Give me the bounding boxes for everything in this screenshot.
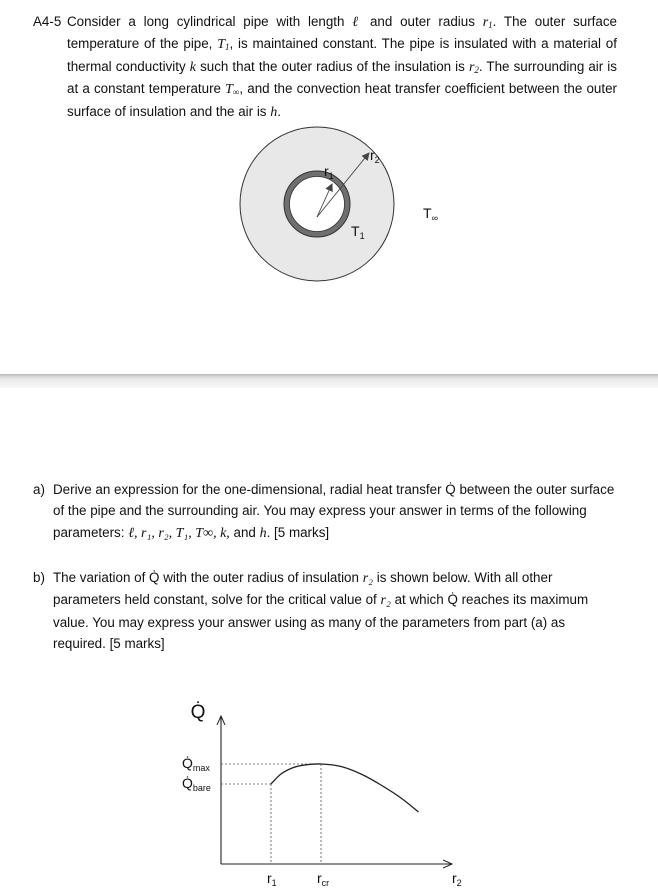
y-tick-label-bare: $Q̇_{bare}$ [182,775,211,793]
part-a-marks: . [5 marks] [266,524,330,540]
problem-text-5: such that the outer radius of the insulation is [200,58,465,74]
x-tick-label-1: $r_1$ [267,870,277,888]
y-axis-title: Q̇ [190,702,206,723]
problem-text-4: , is maintained constant. The pipe is insulated with a material of thermal conductivity [67,36,617,74]
series-line-0 [271,764,419,812]
symbol-Q-dot: Q̇ [447,592,458,608]
symbol-T1: $T_1$ [217,37,230,53]
part-a-text-2: between the outer surface of the pipe and the surrounding air. You may express your answer in terms of the following parameters: [53,482,615,540]
part-a-text-1: Derive an expression for the one-dimensional, radial heat transfer [53,482,442,497]
symbol-r1: $r_1$ [482,15,493,30]
x-tick-label-cr: $r_{cr}$ [317,870,330,888]
symbol-r2: r₂ [380,593,391,609]
problem-text-3: . The outer surface temperature of the pipe, [67,14,617,52]
symbol-r2: r₂ [362,571,374,586]
y-tick-label-max: $Q̇_{max}$ [182,755,210,773]
problem-number: A4-5 [33,14,62,29]
symbol-length: ℓ [352,15,363,30]
problem-text-2: and outer radius [369,14,475,29]
symbol-Q-dot: Q̇ [149,570,160,585]
problem-text-8: . [277,103,281,119]
label-r1: $r_1$ [324,163,334,181]
symbol-r2: $r_2$ [468,59,479,75]
part-b-text-2: with the outer radius of insulation [163,570,359,585]
part-b-text-4: at which [394,592,444,608]
part-a-label: a) [33,482,45,497]
symbol-h: h [270,104,278,120]
part-b-text-1: The variation of [53,570,146,585]
x-axis-end-label: $r_2$ [452,870,462,888]
problem-text-6: . The surrounding air is at a constant temperature [67,58,617,97]
symbol-h: h [259,525,267,541]
part-b-text-5: reaches its maximum value. You may express your answer using as many of the parameters from part (a) as required. [5 marks] [53,592,589,652]
label-T-infinity: $T_\infty$ [423,205,438,223]
symbol-k: k [189,59,196,75]
symbol-Q-dot: Q̇ [445,482,456,497]
part-b-text-3: is shown below. With all other parameters held constant, solve for the critical value of [53,570,553,608]
problem-text-1: Consider a long cylindrical pipe with length [67,14,345,29]
label-T1: $T_1$ [351,223,365,241]
part-b-label: b) [33,570,45,585]
part-a-and: and [233,524,256,540]
symbol-Tinf: $T_\infty$ [225,82,240,98]
problem-text-7: , and the convection heat transfer coefficient between the outer surface of insulation and the air is [67,81,617,119]
parameter-list: ℓ, r₁, r₂, T₁, T∞, k, [128,525,230,541]
label-r2: $r_2$ [370,147,380,165]
